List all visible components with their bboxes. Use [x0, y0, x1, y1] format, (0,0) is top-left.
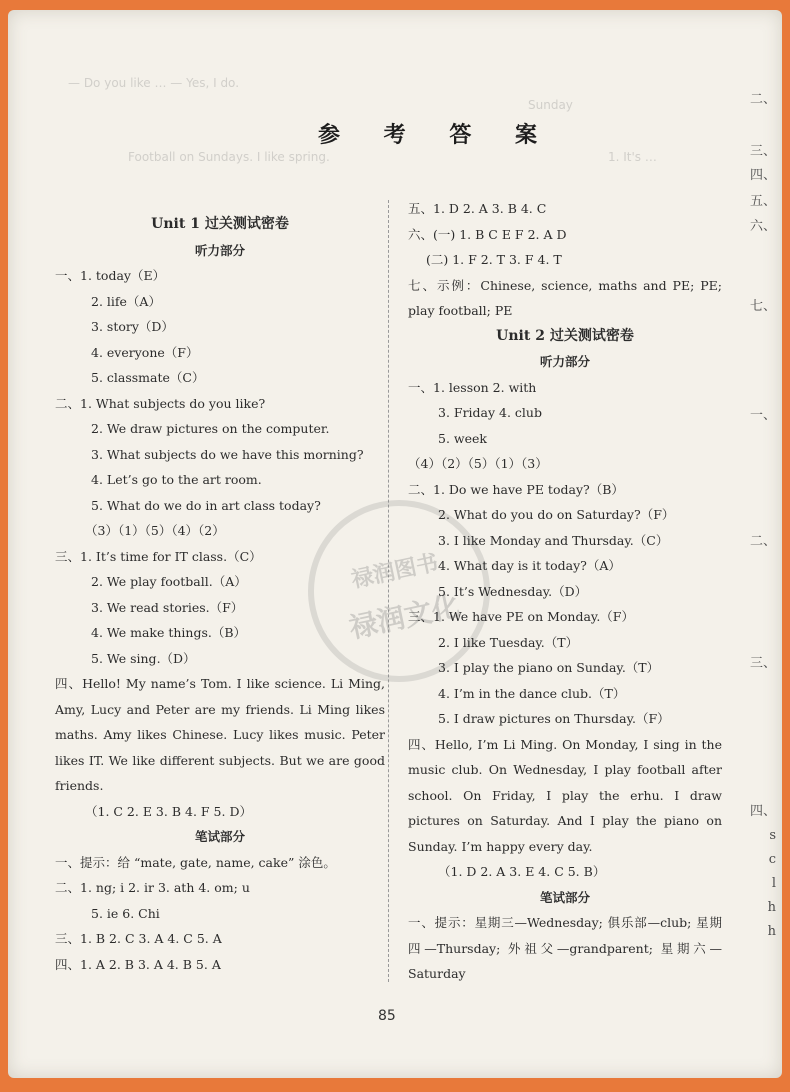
answer-line: 5. I draw pictures on Thursday.（F）: [438, 711, 670, 726]
answer-line: 5. week: [438, 430, 487, 446]
answer-line: 三、1. B 2. C 3. A 4. C 5. A: [55, 931, 222, 946]
answer-line: 一、1. today（E）: [55, 268, 166, 283]
answer-line: 四、1. A 2. B 3. A 4. B 5. A: [55, 956, 221, 972]
unit2-listening-label: 听力部分: [539, 354, 590, 369]
answer-line: 4. What day is it today?（A）: [438, 558, 621, 573]
answer-paragraph: 七、示例：Chinese, science, maths and PE; PE; play football; PE: [408, 277, 722, 318]
unit1-title: Unit 1 过关测试密卷: [151, 216, 289, 232]
unit1-written-label: 笔试部分: [194, 829, 245, 844]
answer-line: 3. I like Monday and Thursday.（C）: [438, 532, 669, 548]
answer-line: 3. Friday 4. club: [438, 405, 542, 420]
passage-paragraph: 四、Hello, I’m Li Ming. On Monday, I sing in the music club. On Wednesday, I play football after school. On Friday, I play the erhu. I draw pictures on Saturday. And I play the piano on Sunday. I’m happy every day.: [408, 736, 722, 854]
answer-line: 五、1. D 2. A 3. B 4. C: [408, 201, 547, 216]
answer-line: 2. life（A）: [91, 293, 161, 309]
answer-line: （3）（1）（5）（4）（2）: [85, 523, 225, 538]
answer-line: 二、1. What subjects do you like?: [55, 395, 266, 411]
bleed-through-text: Sunday: [528, 98, 573, 112]
edge-char: 四、: [749, 804, 776, 819]
answer-line: 5. classmate（C）: [91, 370, 205, 385]
answer-line: （1. D 2. A 3. E 4. C 5. B）: [438, 864, 606, 879]
bleed-through-text: — Do you like … — Yes, I do.: [68, 76, 240, 90]
answer-line: （4）（2）（5）（1）（3）: [408, 456, 548, 471]
edge-char: 七、: [749, 299, 776, 314]
answer-line: 5. ie 6. Chi: [91, 905, 160, 921]
edge-char: 三、: [749, 144, 776, 159]
watermark-line2: 禄润文化: [346, 589, 463, 645]
edge-char: 五、: [749, 194, 776, 209]
answer-line: 三、1. It’s time for IT class.（C）: [55, 548, 262, 564]
answer-line: 一、提示：给 “mate, gate, name, cake” 涂色。: [55, 854, 336, 870]
answer-line: (二) 1. F 2. T 3. F 4. T: [426, 252, 562, 267]
edge-char: h: [767, 924, 776, 939]
edge-char: h: [767, 900, 776, 915]
unit2-written-label: 笔试部分: [539, 889, 590, 905]
left-column: [55, 212, 385, 977]
page-sheet: [8, 10, 782, 1078]
answer-line: 5. We sing.（D）: [91, 650, 196, 666]
answer-line: 2. We draw pictures on the computer.: [91, 421, 330, 436]
passage-paragraph: 四、Hello! My name’s Tom. I like science. Li Ming, Amy, Lucy and Peter are my friends. Li Ming likes maths. Amy likes Chinese. Lucy likes music. Peter likes IT. We like different subjects. But we are good friends.: [55, 676, 385, 793]
answer-line: 二、1. Do we have PE today?（B）: [408, 481, 624, 497]
unit1-listening-label: 听力部分: [194, 242, 245, 258]
edge-char: 一、: [749, 408, 776, 423]
answer-line: 5. What do we do in art class today?: [91, 497, 321, 513]
unit2-title: Unit 2 过关测试密卷: [496, 327, 634, 344]
answer-line: 4. everyone（F）: [91, 344, 199, 360]
bleed-through-text: 1. It's …: [608, 150, 657, 164]
edge-char: 三、: [749, 656, 776, 671]
answer-line: 3. story（D）: [91, 319, 174, 334]
right-column: [408, 196, 722, 987]
edge-char: c: [768, 852, 776, 867]
page-number: 85: [378, 1008, 396, 1024]
answer-line: 2. What do you do on Saturday?（F）: [438, 507, 675, 522]
answer-line: 4. I’m in the dance club.（T）: [438, 685, 626, 701]
answer-line: 4. Let’s go to the art room.: [91, 472, 262, 487]
answer-line: 5. It’s Wednesday.（D）: [438, 583, 588, 599]
edge-char: 二、: [749, 534, 776, 549]
answer-line: 3. What subjects do we have this morning?: [91, 446, 364, 462]
page-title: 参 考 答 案: [318, 123, 555, 148]
answer-line: （1. C 2. E 3. B 4. F 5. D）: [85, 803, 252, 819]
answer-line: 2. We play football.（A）: [91, 574, 247, 589]
edge-char: 四、: [749, 168, 776, 183]
edge-char: l: [771, 876, 776, 891]
edge-char: s: [769, 828, 776, 843]
watermark-line1: 禄润图书: [349, 550, 441, 594]
answer-line: 3. We read stories.（F）: [91, 599, 244, 615]
answer-line: 一、1. lesson 2. with: [408, 379, 537, 395]
edge-char: 六、: [749, 219, 776, 234]
answer-line: 2. I like Tuesday.（T）: [438, 634, 579, 650]
answer-line: 六、(一) 1. B C E F 2. A D: [408, 226, 567, 242]
answer-paragraph: 一、提示：星期三—Wednesday; 俱乐部—club; 星期四—Thursday; 外祖父—grandparent; 星期六—Saturday: [408, 915, 722, 981]
answer-line: 三、1. We have PE on Monday.（F）: [408, 609, 634, 624]
answer-line: 二、1. ng; i 2. ir 3. ath 4. om; u: [55, 880, 250, 895]
bleed-through-text: Football on Sundays. I like spring.: [128, 150, 330, 164]
answer-line: 3. I play the piano on Sunday.（T）: [438, 660, 660, 675]
answer-line: 4. We make things.（B）: [91, 625, 247, 640]
edge-char: 二、: [749, 92, 776, 107]
